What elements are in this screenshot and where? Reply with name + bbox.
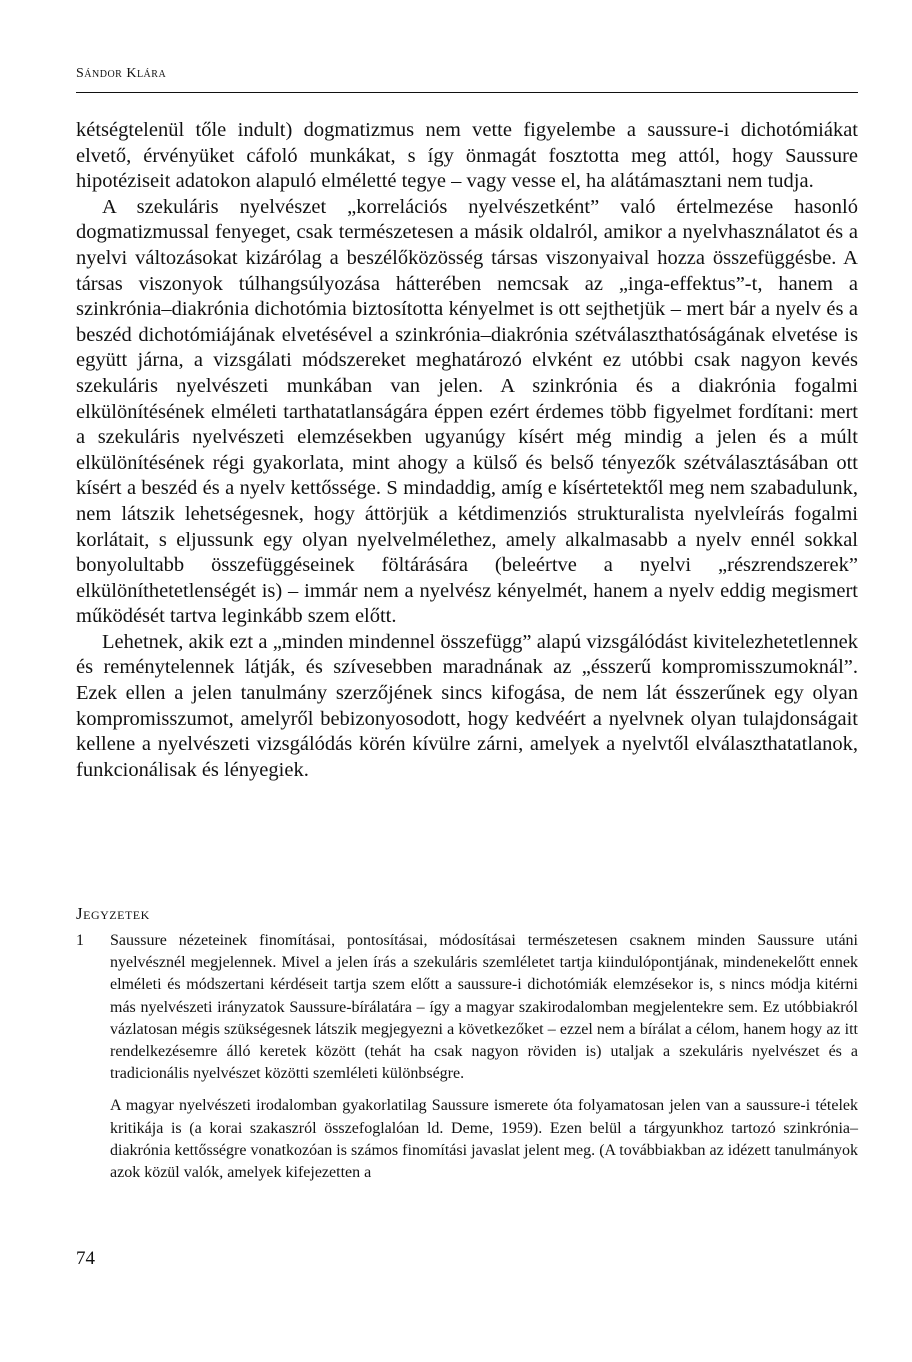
body-paragraph: kétségtelenül tőle indult) dogmatizmus nem vette figyelembe a saussure-i dichotómiákat elvető, érvényüket cáfoló munkákat, s így önmagát fosztotta meg attól, hogy Saussure hipotéziseit adatokon alapuló elméletté tegye – vagy vesse el, ha alátámasztani nem tudja. bbox=[76, 119, 858, 193]
body-paragraph: Lehetnek, akik ezt a „minden mindennel összefügg” alapú vizsgálódást kivitelezhetetlennek és reménytelennek látják, és szívesebben maradnának az „ésszerű kompromisszumoknál”. Ezek ellen a jelen tanulmány szerzőjének sincs kifogása, de nem lát ésszerűnek egy olyan kompromisszumot, amelyről bebizonyosodott, hogy kedvéért a nyelvnek olyan tulajdonságait kellene a nyelvészeti vizsgálódás körén kívülre zárni, amelyek a nyelvtől elválaszthatatlanok, funkcionálisak és lényegiek. bbox=[76, 630, 858, 781]
notes-heading: Jegyzetek bbox=[76, 904, 150, 923]
page-number: 74 bbox=[76, 1248, 95, 1269]
footnote-continuation: A magyar nyelvészeti irodalomban gyakorlatilag Saussure ismerete óta folyamatosan jelen van a saussure-i tételek kritikája is (a korai szakaszról összefoglalóan ld. Deme, 1959). Ezen belül a tárgyunkhoz tartozó szinkrónia–diakrónia kettősségre vonatkozóan is számos finomítási javaslat jelent meg. (A továbbiakban az idézett tanulmányok azok közül valók, amelyek kifejezetten a bbox=[110, 1097, 858, 1182]
notes-section bbox=[76, 930, 858, 1184]
author-name: Sándor Klára bbox=[76, 66, 167, 81]
footnote-text: Saussure nézeteinek finomításai, pontosításai, módosításai természetesen csaknem minden Saussure utáni nyelvésznél megjelennek. Mivel a jelen írás a szekuláris szemléletet tartja kiindulópontjának, mindenekelőtt ennek elméleti és módszertani kérdéseit tartja szem előtt a saussure-i dichotómiák elemzésekor is, s nincs módja kitérni más nyelvészeti irányzatok Saussure-bírálatára – így a magyar szakirodalomban megjelentekre sem. Ez utóbbiakról vázlatosan mégis szükségesnek látszik megjegyezni a következőket – ezzel nem a bírálat a célom, hanem hogy az itt rendelkezésemre álló keretek között (tehát ha csak nagyon röviden is) utaljak a szekuláris nyelvészet és a tradicionális nyelvészet közötti szemléleti különbségre. bbox=[110, 932, 858, 1083]
header-rule bbox=[76, 92, 858, 93]
footnote-number: 1 bbox=[76, 932, 84, 949]
body-text bbox=[76, 118, 858, 783]
footnote bbox=[76, 930, 858, 1085]
running-head bbox=[76, 66, 858, 82]
body-paragraph: A szekuláris nyelvészet „korrelációs nyelvészetként” való értelmezése hasonló dogmatizmussal fenyeget, csak természetesen a másik oldalról, amikor a nyelvhasználatot és a nyelvi változásokat kizárólag a beszélőközösség társas viszonyaival hozza összefüggésbe. A társas viszonyok túlhangsúlyozása hátterében nemcsak az „inga-effektus”-t, hanem a szinkrónia–diakrónia dichotómia biztosította kényelmet is ott sejthetjük – mert bár a nyelv és a beszéd dichotómiájának elvetésével a szinkrónia–diakrónia szétválaszthatóságának elvetése is együtt járna, a vizsgálati módszereket meghatározó elvként ez utóbbi csak nagyon kevés szekuláris nyelvészeti munkában van jelen. A szinkrónia és a diakrónia fogalmi elkülönítésének elméleti tarthatatlanságára éppen ezért érdemes több figyelmet fordítani: mert a szekuláris nyelvészeti elemzésekben ugyanúgy kísért még mindig a jelen és a múlt elkülönítésének régi gyakorlata, mint ahogy a külső és belső tényezők szétválasztásában ott kísért a beszéd és a nyelv kettőssége. S mindaddig, amíg e kísértetektől meg nem szabadulunk, nem látszik lehetségesnek, hogy áttörjük a kétdimenziós strukturalista nyelvleírás fogalmi korlátait, s eljussunk egy olyan nyelvelmélethez, amely alkalmasabb a nyelv ennél sokkal bonyolultabb összefüggéseinek föltárására (beleértve a nyelvi „részrendszerek” elkülöníthetetlenségét is) – immár nem a nyelvész kényelmét, hanem a nyelv eddig megismert működését tartva leginkább szem előtt. bbox=[76, 195, 858, 628]
